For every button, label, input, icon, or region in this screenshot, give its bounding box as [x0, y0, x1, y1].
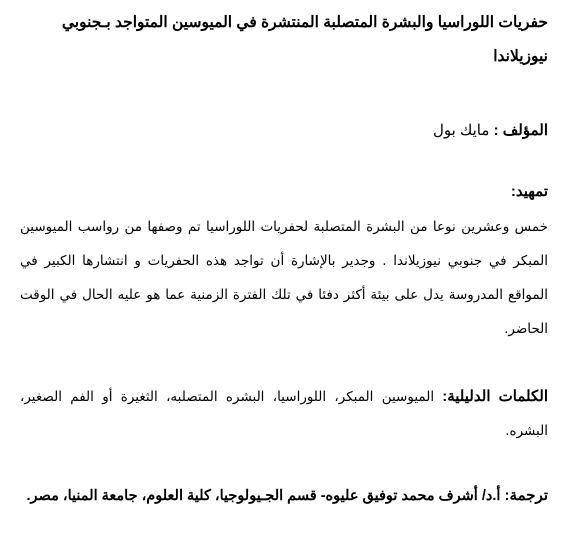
translator-text: أ.د/ أشرف محمد توفيق عليوه- قسم الجـيولوجيا، كلية العلوم، جامعة المنيا، مصر. [26, 488, 501, 504]
keywords-text: الميوسين المبكر، اللوراسيا، البشره المتصلبه، الثغيرة أو الفم الصغير، البشره. [20, 389, 548, 439]
author-name: مايك بول [432, 122, 490, 139]
keywords-paragraph [20, 380, 548, 448]
translator-paragraph [20, 479, 548, 513]
author-line [12, 114, 548, 148]
document-title: حفريات اللوراسيا والبشرة المتصلبة المنتشرة في الميوسين المتواجد بـجنوبي نيوزيلاندا [61, 14, 548, 65]
introduction-text: خمس وعشرين نوعا من البشرة المتصلبة لحفريات اللوراسيا تم وصفها من رواسب الميوسين المبكر في جنوبي نيوزيلاندا . وجدير بالإشارة أن تواجد هذه الحفريات و انتشارها الكبير في المواقع المدروسة يدل على بيئة أكثر دفئا في تلك الفترة الزمنية عما هو عليه الحال في الوقت الحاضر. [20, 219, 548, 337]
keywords-label: الكلمات الدليلية: [434, 388, 548, 405]
author-label: المؤلف : [489, 122, 548, 139]
introduction-heading: تمهيد: [510, 183, 548, 200]
translator-label: ترجمة: [500, 487, 548, 504]
